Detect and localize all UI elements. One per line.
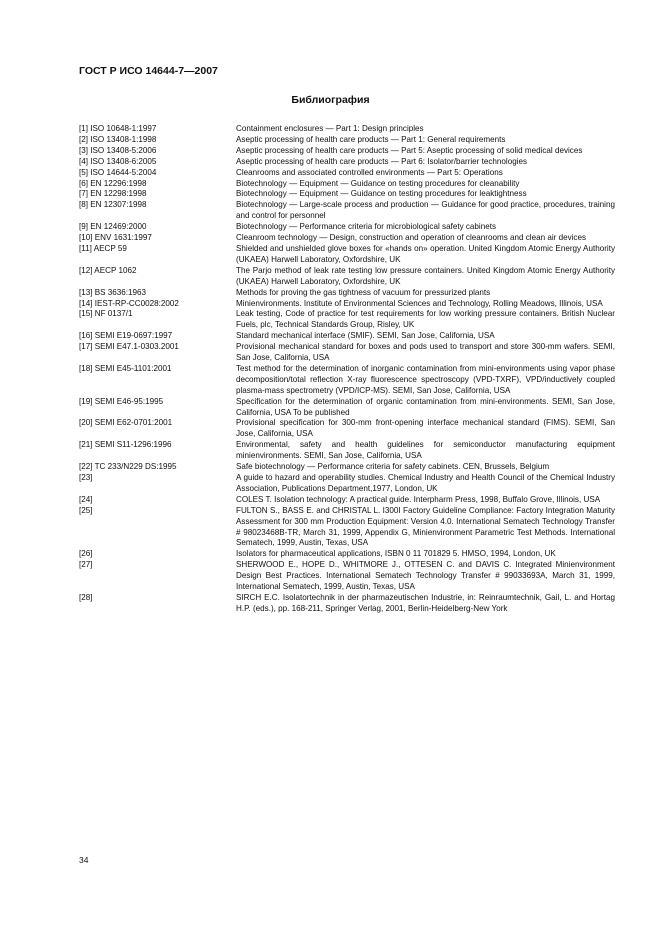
page-number: 34 <box>79 855 89 865</box>
reference-text: Methods for proving the gas tightness of vacuum for pressurized plants <box>236 287 491 297</box>
reference-text: Shielded and unshielded glove boxes for «hands on» operation. United Kingdom Atomic Energy Authority (UKAEA) Harwell Laboratory, Oxfordshire, UK <box>236 243 615 264</box>
reference-text: FULTON S., BASS E. and CHRISTAL L. I300I Factory Guideline Compliance: Factory Integration Maturity Assessment for 300 mm Production Equipment: Version 4.0. International Sematech Technology Transfer # 98023468B-TR, March 31, 1999, Appendix G, Minienvironment Parametric Test Methods. International Sematech, 1999, Austin, Texas, USA <box>236 505 615 548</box>
reference-text: SHERWOOD E., HOPE D., WHITMORE J., OTTESEN C. and DAVIS C. Integrated Minienvironment Design Best Practices. International Sematech Technology Transfer # 99033693A, March 31, 1999, International Sematech, 1999, Austin, Texas, USA <box>236 560 615 592</box>
bibliography-entry <box>79 549 615 560</box>
reference-text: Environmental, safety and health guidelines for semiconductor manufacturing equipment minienvironments. SEMI, San Jose, California, USA <box>236 440 615 461</box>
reference-text: Cleanroom technology — Design, construction and operation of cleanrooms and clean air devices <box>236 233 587 243</box>
reference-number: [17] SEMI E47.1-0303.2001 <box>79 342 179 352</box>
bibliography-entry <box>79 309 615 331</box>
reference-text: Biotechnology — Equipment — Guidance on testing procedures for leaktightness <box>236 189 527 199</box>
reference-text: Provisional mechanical standard for boxes and pods used to transport and store 300-mm wafers. SEMI, San Jose, California, USA <box>236 342 615 363</box>
reference-number: [25] <box>79 505 93 515</box>
bibliography-entry <box>79 593 615 615</box>
reference-number: [27] <box>79 560 93 570</box>
reference-number: [20] SEMI E62-0701:2001 <box>79 418 173 428</box>
reference-text: Leak testing, Code of practice for test requirements for low working pressure containers. British Nuclear Fuels, plc, Technical Standards Group, Risley, UK <box>236 309 615 330</box>
reference-number: [2] ISO 13408-1:1998 <box>79 134 157 144</box>
reference-number: [12] AECP 1062 <box>79 265 137 275</box>
reference-text: Test method for the determination of inorganic contamination from mini-environments using vapor phase decomposition/total reflection X-ray fluorescence spectroscopy (VPD-TXRF), VPD/inductively coupled plasma-mass spectrometry (VPD/ICP-MS). SEMI, San Jose, California, USA <box>236 363 615 395</box>
reference-number: [11] AECP 59 <box>79 243 127 253</box>
bibliography-entry <box>79 462 615 473</box>
reference-number: [26] <box>79 549 93 559</box>
reference-number: [16] SEMI E19-0697:1997 <box>79 331 173 341</box>
reference-text: Biotechnology — Large-scale process and production — Guidance for good practice, procedures, training and control for personnel <box>236 200 615 221</box>
reference-text: Standard mechanical interface (SMIF). SEMI, San Jose, California, USA <box>236 331 495 341</box>
reference-number: [21] SEMI S11-1296:1996 <box>79 440 172 450</box>
reference-number: [10] ENV 1631:1997 <box>79 233 152 243</box>
bibliography-entry <box>79 124 615 135</box>
reference-number: [14] IEST-RP-CC0028:2002 <box>79 298 179 308</box>
bibliography-list <box>79 124 615 615</box>
reference-text: Biotechnology — Equipment — Guidance on testing procedures for cleanability <box>236 178 520 188</box>
reference-text: Aseptic processing of health care products — Part 5: Aseptic processing of solid medical devices <box>236 145 583 155</box>
reference-text: Safe biotechnology — Performance criteria for safety cabinets. CEN, Brussels, Belgium <box>236 462 550 472</box>
document-header: ГОСТ Р ИСО 14644-7—2007 <box>79 65 218 77</box>
reference-number: [8] EN 12307:1998 <box>79 200 147 210</box>
bibliography-entry <box>79 135 615 146</box>
bibliography-entry <box>79 418 615 440</box>
reference-number: [22] TC 233/N229 DS:1995 <box>79 462 177 472</box>
reference-text: A guide to hazard and operability studies. Chemical Industry and Health Council of the Chemical Industry Association, Publications Department,1977, London, UK <box>236 473 615 493</box>
reference-text: Aseptic processing of health care products — Part 1: General requirements <box>236 134 506 144</box>
bibliography-entry <box>79 299 615 310</box>
reference-number: [13] BS 3636:1963 <box>79 287 147 297</box>
bibliography-entry <box>79 288 615 299</box>
bibliography-entry <box>79 146 615 157</box>
reference-number: [9] EN 12469:2000 <box>79 222 147 232</box>
bibliography-entry <box>79 222 615 233</box>
bibliography-entry <box>79 440 615 462</box>
bibliography-entry <box>79 189 615 200</box>
bibliography-entry <box>79 233 615 244</box>
reference-text: The Parjo method of leak rate testing low pressure containers. United Kingdom Atomic Energy Authority (UKAEA) Harwell Laboratory, Oxfordshire, UK <box>236 265 615 286</box>
reference-number: [19] SEMI E46-95:1995 <box>79 396 164 406</box>
page-title: Библиография <box>291 94 370 106</box>
bibliography-entry <box>79 179 615 190</box>
reference-text: Biotechnology — Performance criteria for microbiological safety cabinets <box>236 222 497 232</box>
reference-text: Aseptic processing of health care products — Part 6: Isolator/barrier technologies <box>236 156 528 166</box>
bibliography-entry <box>79 506 615 550</box>
reference-number: [23] <box>79 473 93 482</box>
reference-number: [18] SEMI E45-1101:2001 <box>79 363 172 373</box>
reference-number: [6] EN 12296:1998 <box>79 178 147 188</box>
reference-text: Isolators for pharmaceutical applications, ISBN 0 11 701829 5. HMSO, 1994, London, UK <box>236 549 556 559</box>
reference-number: [28] <box>79 592 93 602</box>
bibliography-entry <box>79 560 615 593</box>
reference-number: [7] EN 12298:1998 <box>79 189 147 199</box>
bibliography-entry <box>79 495 615 506</box>
reference-text: Cleanrooms and associated controlled environments — Part 5: Operations <box>236 167 503 177</box>
bibliography-entry <box>79 364 615 397</box>
reference-number: [3] ISO 13408-5:2006 <box>79 145 157 155</box>
reference-number: [5] ISO 14644-5:2004 <box>79 167 157 177</box>
bibliography-entry <box>79 342 615 364</box>
bibliography-entry <box>79 473 615 495</box>
reference-text: Minienvironments. Institute of Environmental Sciences and Technology, Rolling Meadows, Illinois, USA <box>236 298 603 308</box>
reference-number: [24] <box>79 494 93 504</box>
reference-number: [4] ISO 13408-6:2005 <box>79 156 157 166</box>
bibliography-entry <box>79 266 615 288</box>
reference-text: COLES T. Isolation technology: A practical guide. Interpharm Press, 1998, Buffalo Grove, Illinois, USA <box>236 494 601 504</box>
reference-text: Provisional specification for 300-mm front-opening interface mechanical standard (FIMS). SEMI, San Jose, California, USA <box>236 418 615 439</box>
bibliography-entry <box>79 157 615 168</box>
reference-text: Specification for the determination of organic contamination from mini-environments. SEMI, San Jose, California, USA To be published <box>236 396 615 417</box>
reference-number: [15] NF 0137/1 <box>79 309 133 319</box>
bibliography-entry <box>79 397 615 419</box>
reference-number: [1] ISO 10648-1:1997 <box>79 124 157 133</box>
reference-text: SIRCH E.C. Isolatortechnik in der pharmazeutischen Industrie, in: Reinraumtechnik, Gail, L. and Hortag H.P. (eds.), pp. 168-211, Springer Verlag, 2001, Berlin-Heidelberg-New York <box>236 592 615 613</box>
bibliography-entry <box>79 331 615 342</box>
bibliography-entry <box>79 244 615 266</box>
bibliography-entry <box>79 168 615 179</box>
reference-text: Containment enclosures — Part 1: Design principles <box>236 124 424 133</box>
bibliography-entry <box>79 200 615 222</box>
